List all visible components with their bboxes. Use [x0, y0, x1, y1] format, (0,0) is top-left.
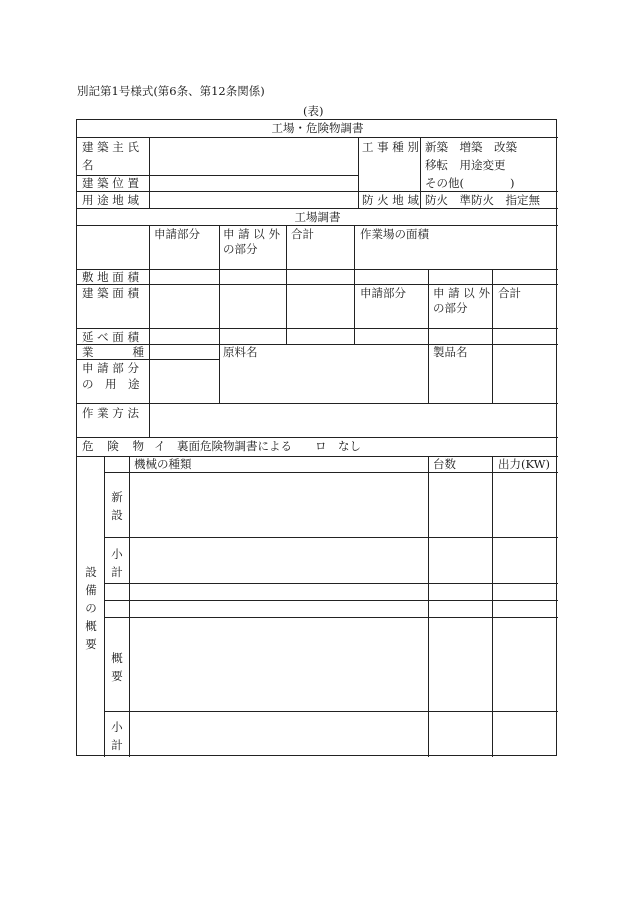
- applied-use-label-line2: の 用 途: [82, 377, 140, 391]
- col-applied-part: 申請部分: [154, 227, 200, 241]
- hazard-label: 危 険 物: [82, 439, 144, 453]
- hazard-text: イ 裏面危険物調書による ロ なし: [154, 439, 361, 453]
- equipment-summary-side-label: 設 備 の 概 要: [85, 565, 97, 651]
- fire-zone-label: 防 火 地 域: [362, 193, 419, 207]
- use-zone-label: 用 途 地 域: [82, 193, 139, 207]
- work-type-options-2: 移転 用途変更: [425, 158, 506, 172]
- work-area-label: 作業場の面積: [360, 227, 429, 241]
- summary-label: 概 要: [111, 651, 123, 683]
- work-area-applied: 申請部分: [360, 286, 406, 300]
- work-area-other-line2: の部分: [433, 301, 468, 315]
- count-header: 台数: [433, 457, 456, 471]
- applied-use-label: 申 請 部 分: [82, 361, 139, 375]
- work-type-label: 工 事 種 別: [362, 140, 419, 154]
- business-type-label: 業 種: [82, 345, 144, 359]
- work-type-options-3: その他( ): [425, 176, 515, 190]
- work-method-label: 作 業 方 法: [82, 406, 139, 420]
- section-title-factory-hazard: 工場・危険物調書: [271, 121, 364, 135]
- owner-name-label: 建 築 主 氏: [82, 140, 139, 154]
- work-type-options-1: 新築 増築 改築: [425, 140, 517, 154]
- site-area-label: 敷 地 面 積: [82, 270, 139, 284]
- front-side-label: (表): [303, 104, 324, 118]
- col-other-part: 申 請 以 外: [223, 227, 280, 241]
- work-area-other: 申 請 以 外: [433, 286, 490, 300]
- owner-name-label-line2: 名: [82, 158, 94, 172]
- subtotal-label-1: 小 計: [111, 547, 123, 579]
- new-installation-label: 新 設: [111, 490, 123, 522]
- machine-kind-header: 機械の種類: [134, 457, 192, 471]
- building-area-label: 建 築 面 積: [82, 286, 139, 300]
- product-label: 製品名: [433, 345, 468, 359]
- section-title-factory: 工場調書: [294, 210, 341, 224]
- fire-zone-options: 防火 準防火 指定無: [425, 193, 540, 207]
- form-table: [76, 119, 557, 756]
- work-area-total: 合計: [498, 286, 521, 300]
- form-heading: 別記第1号様式(第6条、第12条関係): [77, 84, 265, 98]
- col-total: 合計: [291, 227, 314, 241]
- total-floor-area-label: 延 べ 面 積: [82, 330, 139, 344]
- output-header: 出力(KW): [498, 457, 550, 471]
- col-other-part-line2: の部分: [223, 242, 258, 256]
- raw-material-label: 原料名: [223, 345, 258, 359]
- building-location-label: 建 築 位 置: [82, 176, 139, 190]
- subtotal-label-2: 小 計: [111, 720, 123, 752]
